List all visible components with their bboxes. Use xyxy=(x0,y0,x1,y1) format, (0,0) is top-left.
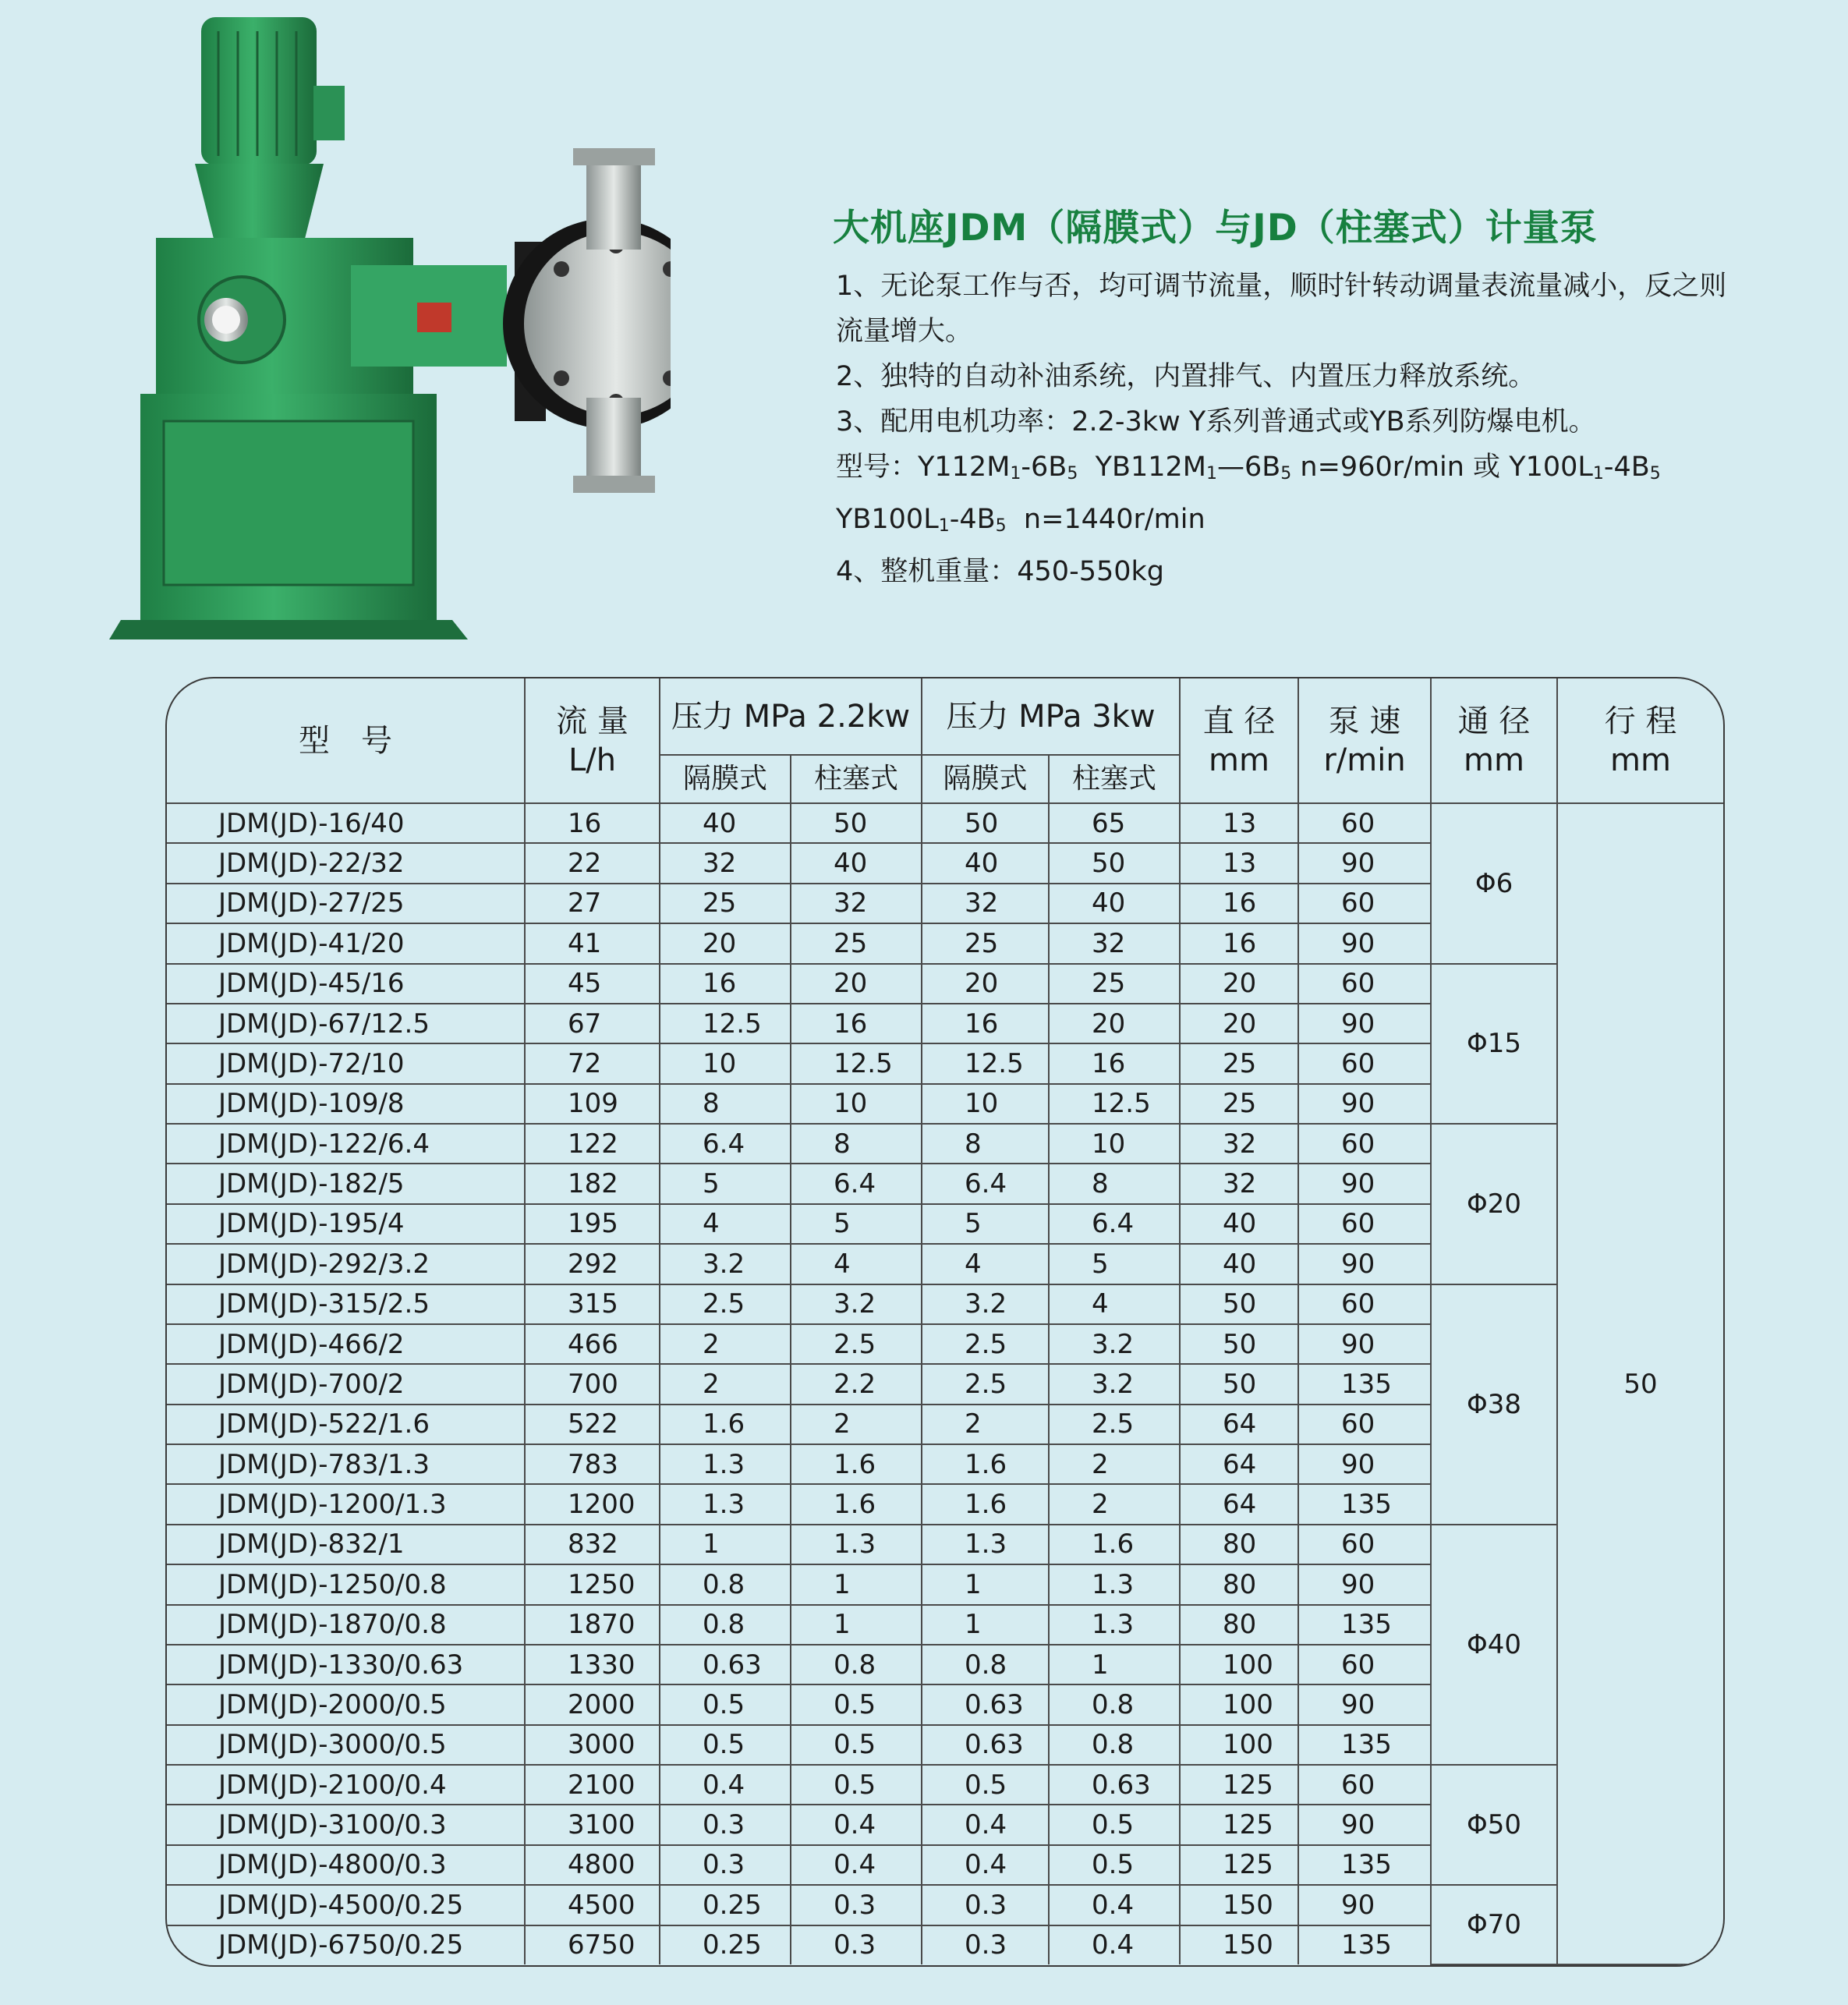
cell-value: 195 xyxy=(525,1204,660,1244)
spec-list xyxy=(836,264,1733,594)
cell-value: 90 xyxy=(1298,1004,1431,1043)
cell-value: 72 xyxy=(525,1043,660,1083)
cell-value: 1.6 xyxy=(791,1444,922,1484)
cell-value: 125 xyxy=(1180,1805,1298,1844)
cell-value: 0.4 xyxy=(922,1845,1049,1885)
table-row xyxy=(167,964,1723,1004)
cell-value: 1 xyxy=(922,1564,1049,1604)
header-diaphragm-2-2kw: 隔膜式 xyxy=(660,755,791,803)
cell-value: 40 xyxy=(1049,884,1180,923)
cell-value: 0.3 xyxy=(922,1885,1049,1925)
cell-value: 25 xyxy=(1180,1084,1298,1124)
cell-value: 0.5 xyxy=(791,1765,922,1805)
cell-value: 20 xyxy=(791,964,922,1004)
cell-value: 64 xyxy=(1180,1405,1298,1444)
cell-value: 16 xyxy=(1049,1043,1180,1083)
cell-value: 4500 xyxy=(525,1885,660,1925)
cell-value: 0.4 xyxy=(1049,1885,1180,1925)
cell-value: 40 xyxy=(922,843,1049,883)
cell-stroke: 50 xyxy=(1557,803,1723,1964)
cell-value: 0.5 xyxy=(660,1725,791,1765)
cell-value: 64 xyxy=(1180,1444,1298,1484)
cell-value: 2 xyxy=(660,1324,791,1364)
cell-value: 2 xyxy=(1049,1444,1180,1484)
cell-value: 5 xyxy=(660,1164,791,1203)
cell-value: 4800 xyxy=(525,1845,660,1885)
cell-value: 1.6 xyxy=(791,1484,922,1524)
header-diaphragm-3kw: 隔膜式 xyxy=(922,755,1049,803)
cell-value: 0.4 xyxy=(791,1845,922,1885)
header-pressure-3kw: 压力 MPa 3kw xyxy=(922,678,1180,755)
motor-speed-2: n=1440r/min xyxy=(1023,504,1205,535)
cell-value: 90 xyxy=(1298,1885,1431,1925)
cell-value: 1.6 xyxy=(660,1405,791,1444)
spec-table-frame xyxy=(165,677,1725,1967)
cell-value: 20 xyxy=(1180,1004,1298,1043)
cell-value: 135 xyxy=(1298,1725,1431,1765)
cell-value: 0.4 xyxy=(660,1765,791,1805)
cell-value: 3.2 xyxy=(660,1244,791,1284)
cell-value: 50 xyxy=(922,803,1049,843)
page-title: 大机座JDM（隔膜式）与JD（柱塞式）计量泵 xyxy=(833,207,1598,250)
cell-value: 32 xyxy=(791,884,922,923)
cell-value: 3.2 xyxy=(922,1284,1049,1324)
cell-value: 1.3 xyxy=(922,1525,1049,1564)
header-model: 型 号 xyxy=(167,678,525,803)
cell-value: 0.8 xyxy=(791,1645,922,1684)
cell-value: 13 xyxy=(1180,803,1298,843)
cell-model: JDM(JD)-700/2 xyxy=(167,1364,525,1404)
cell-value: 522 xyxy=(525,1405,660,1444)
cell-value: 150 xyxy=(1180,1925,1298,1965)
cell-model: JDM(JD)-783/1.3 xyxy=(167,1444,525,1484)
cell-value: 90 xyxy=(1298,1244,1431,1284)
cell-value: 1.3 xyxy=(660,1484,791,1524)
spec-item-3: 3、配用电机功率：2.2-3kw Y系列普通式或YB系列防爆电机。 xyxy=(836,406,1596,437)
table-row xyxy=(167,1284,1723,1324)
cell-value: 3000 xyxy=(525,1725,660,1765)
cell-model: JDM(JD)-182/5 xyxy=(167,1164,525,1203)
motor-model-2: $YB112M_1—6B_5$ xyxy=(1095,452,1292,484)
cell-value: 135 xyxy=(1298,1605,1431,1645)
header-pressure-2-2kw: 压力 MPa 2.2kw xyxy=(660,678,922,755)
table-row xyxy=(167,803,1723,843)
cell-model: JDM(JD)-122/6.4 xyxy=(167,1124,525,1164)
motor-speed-1: n=960r/min 或 xyxy=(1300,452,1501,483)
cell-model: JDM(JD)-832/1 xyxy=(167,1525,525,1564)
cell-value: 315 xyxy=(525,1284,660,1324)
motor-model-4: $YB100L_1-4B_5$ xyxy=(836,504,1007,536)
cell-value: 2.5 xyxy=(922,1364,1049,1404)
cell-value: 80 xyxy=(1180,1564,1298,1604)
cell-value: 90 xyxy=(1298,1084,1431,1124)
cell-value: 1 xyxy=(1049,1645,1180,1684)
cell-value: 90 xyxy=(1298,1444,1431,1484)
spec-table-body xyxy=(167,803,1723,1964)
cell-value: 16 xyxy=(1180,923,1298,963)
cell-value: 832 xyxy=(525,1525,660,1564)
cell-bore-group: Φ50 xyxy=(1431,1765,1557,1885)
cell-value: 90 xyxy=(1298,923,1431,963)
cell-value: 0.5 xyxy=(660,1684,791,1724)
cell-value: 182 xyxy=(525,1164,660,1203)
cell-value: 2.5 xyxy=(660,1284,791,1324)
cell-value: 90 xyxy=(1298,1164,1431,1203)
cell-model: JDM(JD)-1870/0.8 xyxy=(167,1605,525,1645)
cell-model: JDM(JD)-3100/0.3 xyxy=(167,1805,525,1844)
cell-value: 0.63 xyxy=(660,1645,791,1684)
cell-value: 135 xyxy=(1298,1364,1431,1404)
cell-value: 122 xyxy=(525,1124,660,1164)
cell-value: 5 xyxy=(922,1204,1049,1244)
cell-value: 64 xyxy=(1180,1484,1298,1524)
cell-value: 80 xyxy=(1180,1605,1298,1645)
cell-model: JDM(JD)-4500/0.25 xyxy=(167,1885,525,1925)
cell-value: 1.6 xyxy=(922,1484,1049,1524)
header-plunger-3kw: 柱塞式 xyxy=(1049,755,1180,803)
cell-value: 32 xyxy=(660,843,791,883)
cell-value: 13 xyxy=(1180,843,1298,883)
cell-value: 700 xyxy=(525,1364,660,1404)
model-label: 型号： xyxy=(836,452,919,483)
cell-value: 2.5 xyxy=(791,1324,922,1364)
cell-model: JDM(JD)-27/25 xyxy=(167,884,525,923)
cell-value: 25 xyxy=(922,923,1049,963)
motor-model-3: $Y100L_1-4B_5$ xyxy=(1509,452,1661,484)
spec-table xyxy=(167,678,1723,1965)
cell-value: 109 xyxy=(525,1084,660,1124)
cell-value: 8 xyxy=(922,1124,1049,1164)
cell-value: 8 xyxy=(660,1084,791,1124)
cell-model: JDM(JD)-109/8 xyxy=(167,1084,525,1124)
cell-value: 40 xyxy=(1180,1204,1298,1244)
cell-value: 0.5 xyxy=(791,1684,922,1724)
cell-value: 2 xyxy=(1049,1484,1180,1524)
spec-motor-models-2 xyxy=(836,497,1733,549)
cell-model: JDM(JD)-1250/0.8 xyxy=(167,1564,525,1604)
cell-value: 2 xyxy=(922,1405,1049,1444)
spec-item-4: 4、整机重量：450-550kg xyxy=(836,556,1164,587)
cell-value: 1.3 xyxy=(1049,1605,1180,1645)
cell-model: JDM(JD)-22/32 xyxy=(167,843,525,883)
cell-value: 8 xyxy=(1049,1164,1180,1203)
cell-model: JDM(JD)-4800/0.3 xyxy=(167,1845,525,1885)
cell-value: 60 xyxy=(1298,964,1431,1004)
table-row xyxy=(167,1765,1723,1805)
spec-item-1: 1、无论泵工作与否，均可调节流量，顺时针转动调量表流量减小，反之则流量增大。 xyxy=(836,271,1727,347)
cell-value: 22 xyxy=(525,843,660,883)
cell-value: 32 xyxy=(1180,1164,1298,1203)
cell-value: 0.3 xyxy=(660,1845,791,1885)
cell-value: 2.5 xyxy=(1049,1405,1180,1444)
header-stroke: 行 程 mm xyxy=(1557,678,1723,803)
cell-value: 0.5 xyxy=(791,1725,922,1765)
cell-value: 67 xyxy=(525,1004,660,1043)
cell-value: 0.8 xyxy=(660,1564,791,1604)
cell-bore-group: Φ20 xyxy=(1431,1124,1557,1284)
cell-value: 60 xyxy=(1298,1645,1431,1684)
cell-value: 783 xyxy=(525,1444,660,1484)
cell-value: 27 xyxy=(525,884,660,923)
cell-value: 0.4 xyxy=(1049,1925,1180,1965)
cell-value: 1.6 xyxy=(1049,1525,1180,1564)
cell-value: 60 xyxy=(1298,1043,1431,1083)
cell-value: 5 xyxy=(1049,1244,1180,1284)
cell-value: 1.3 xyxy=(660,1444,791,1484)
cell-value: 32 xyxy=(1180,1124,1298,1164)
cell-value: 0.5 xyxy=(1049,1845,1180,1885)
cell-value: 50 xyxy=(1180,1284,1298,1324)
cell-model: JDM(JD)-6750/0.25 xyxy=(167,1925,525,1965)
cell-value: 1330 xyxy=(525,1645,660,1684)
cell-bore-group: Φ6 xyxy=(1431,803,1557,964)
cell-value: 0.3 xyxy=(791,1925,922,1965)
cell-value: 12.5 xyxy=(791,1043,922,1083)
header-plunger-2-2kw: 柱塞式 xyxy=(791,755,922,803)
cell-value: 2.2 xyxy=(791,1364,922,1404)
cell-value: 10 xyxy=(791,1084,922,1124)
cell-value: 16 xyxy=(922,1004,1049,1043)
cell-value: 1 xyxy=(660,1525,791,1564)
cell-value: 60 xyxy=(1298,884,1431,923)
cell-model: JDM(JD)-292/3.2 xyxy=(167,1244,525,1284)
cell-value: 3.2 xyxy=(1049,1364,1180,1404)
cell-value: 6.4 xyxy=(1049,1204,1180,1244)
spec-motor-models-1 xyxy=(836,445,1733,497)
cell-model: JDM(JD)-67/12.5 xyxy=(167,1004,525,1043)
cell-value: 4 xyxy=(1049,1284,1180,1324)
cell-value: 3.2 xyxy=(1049,1324,1180,1364)
cell-value: 1 xyxy=(791,1605,922,1645)
cell-value: 25 xyxy=(1180,1043,1298,1083)
cell-value: 90 xyxy=(1298,1324,1431,1364)
cell-value: 45 xyxy=(525,964,660,1004)
cell-value: 4 xyxy=(660,1204,791,1244)
cell-value: 4 xyxy=(922,1244,1049,1284)
cell-bore-group: Φ15 xyxy=(1431,964,1557,1125)
cell-value: 0.4 xyxy=(791,1805,922,1844)
cell-value: 10 xyxy=(922,1084,1049,1124)
cell-value: 12.5 xyxy=(922,1043,1049,1083)
cell-value: 0.4 xyxy=(922,1805,1049,1844)
cell-model: JDM(JD)-2100/0.4 xyxy=(167,1765,525,1805)
cell-value: 1250 xyxy=(525,1564,660,1604)
cell-value: 3100 xyxy=(525,1805,660,1844)
cell-value: 292 xyxy=(525,1244,660,1284)
cell-value: 135 xyxy=(1298,1925,1431,1965)
cell-value: 135 xyxy=(1298,1484,1431,1524)
cell-model: JDM(JD)-45/16 xyxy=(167,964,525,1004)
cell-value: 12.5 xyxy=(1049,1084,1180,1124)
cell-value: 0.3 xyxy=(791,1885,922,1925)
cell-value: 60 xyxy=(1298,1204,1431,1244)
cell-value: 32 xyxy=(1049,923,1180,963)
cell-value: 4 xyxy=(791,1244,922,1284)
cell-value: 16 xyxy=(791,1004,922,1043)
cell-model: JDM(JD)-1200/1.3 xyxy=(167,1484,525,1524)
cell-value: 8 xyxy=(791,1124,922,1164)
cell-model: JDM(JD)-16/40 xyxy=(167,803,525,843)
cell-value: 1 xyxy=(791,1564,922,1604)
cell-value: 2.5 xyxy=(922,1324,1049,1364)
cell-value: 1.3 xyxy=(791,1525,922,1564)
cell-value: 65 xyxy=(1049,803,1180,843)
cell-value: 125 xyxy=(1180,1845,1298,1885)
cell-value: 90 xyxy=(1298,1805,1431,1844)
header-flow: 流 量 L/h xyxy=(525,678,660,803)
cell-model: JDM(JD)-466/2 xyxy=(167,1324,525,1364)
table-row xyxy=(167,1885,1723,1925)
cell-value: 0.8 xyxy=(922,1645,1049,1684)
cell-model: JDM(JD)-315/2.5 xyxy=(167,1284,525,1324)
cell-value: 60 xyxy=(1298,803,1431,843)
cell-value: 0.63 xyxy=(922,1725,1049,1765)
cell-value: 0.3 xyxy=(660,1805,791,1844)
cell-model: JDM(JD)-522/1.6 xyxy=(167,1405,525,1444)
cell-value: 50 xyxy=(1180,1364,1298,1404)
cell-value: 0.8 xyxy=(1049,1684,1180,1724)
cell-value: 20 xyxy=(660,923,791,963)
cell-value: 150 xyxy=(1180,1885,1298,1925)
cell-value: 125 xyxy=(1180,1765,1298,1805)
cell-value: 25 xyxy=(791,923,922,963)
cell-model: JDM(JD)-1330/0.63 xyxy=(167,1645,525,1684)
cell-value: 12.5 xyxy=(660,1004,791,1043)
cell-value: 6750 xyxy=(525,1925,660,1965)
cell-model: JDM(JD)-195/4 xyxy=(167,1204,525,1244)
cell-value: 20 xyxy=(922,964,1049,1004)
header-speed: 泵 速 r/min xyxy=(1298,678,1431,803)
cell-value: 2 xyxy=(660,1364,791,1404)
cell-value: 466 xyxy=(525,1324,660,1364)
cell-value: 2 xyxy=(791,1405,922,1444)
cell-value: 16 xyxy=(525,803,660,843)
cell-value: 60 xyxy=(1298,1765,1431,1805)
cell-model: JDM(JD)-2000/0.5 xyxy=(167,1684,525,1724)
cell-value: 10 xyxy=(1049,1124,1180,1164)
cell-value: 50 xyxy=(1049,843,1180,883)
cell-value: 0.8 xyxy=(1049,1725,1180,1765)
table-row xyxy=(167,1525,1723,1564)
cell-value: 0.25 xyxy=(660,1925,791,1965)
cell-value: 0.63 xyxy=(922,1684,1049,1724)
cell-value: 1 xyxy=(922,1605,1049,1645)
cell-model: JDM(JD)-72/10 xyxy=(167,1043,525,1083)
cell-value: 0.8 xyxy=(660,1605,791,1645)
cell-value: 32 xyxy=(922,884,1049,923)
cell-value: 2000 xyxy=(525,1684,660,1724)
cell-value: 6.4 xyxy=(922,1164,1049,1203)
cell-value: 1870 xyxy=(525,1605,660,1645)
cell-value: 50 xyxy=(791,803,922,843)
header-diameter: 直 径 mm xyxy=(1180,678,1298,803)
cell-value: 10 xyxy=(660,1043,791,1083)
cell-value: 0.25 xyxy=(660,1885,791,1925)
cell-value: 50 xyxy=(1180,1324,1298,1364)
cell-value: 20 xyxy=(1049,1004,1180,1043)
table-row xyxy=(167,1124,1723,1164)
cell-value: 1.6 xyxy=(922,1444,1049,1484)
motor-model-1: $Y112M_1-6B_5$ xyxy=(918,452,1078,484)
cell-value: 6.4 xyxy=(791,1164,922,1203)
cell-value: 60 xyxy=(1298,1525,1431,1564)
cell-value: 90 xyxy=(1298,843,1431,883)
header-bore: 通 径 mm xyxy=(1431,678,1557,803)
cell-value: 60 xyxy=(1298,1124,1431,1164)
cell-value: 3.2 xyxy=(791,1284,922,1324)
cell-model: JDM(JD)-3000/0.5 xyxy=(167,1725,525,1765)
cell-value: 90 xyxy=(1298,1564,1431,1604)
cell-value: 100 xyxy=(1180,1725,1298,1765)
cell-value: 1.3 xyxy=(1049,1564,1180,1604)
cell-value: 25 xyxy=(660,884,791,923)
cell-value: 2100 xyxy=(525,1765,660,1805)
cell-value: 41 xyxy=(525,923,660,963)
cell-bore-group: Φ70 xyxy=(1431,1885,1557,1964)
cell-value: 60 xyxy=(1298,1284,1431,1324)
cell-value: 6.4 xyxy=(660,1124,791,1164)
cell-value: 20 xyxy=(1180,964,1298,1004)
cell-value: 135 xyxy=(1298,1845,1431,1885)
cell-value: 100 xyxy=(1180,1684,1298,1724)
cell-value: 80 xyxy=(1180,1525,1298,1564)
cell-model: JDM(JD)-41/20 xyxy=(167,923,525,963)
cell-value: 60 xyxy=(1298,1405,1431,1444)
cell-value: 25 xyxy=(1049,964,1180,1004)
cell-value: 90 xyxy=(1298,1684,1431,1724)
cell-value: 5 xyxy=(791,1204,922,1244)
pump-illustration xyxy=(109,8,671,647)
cell-value: 40 xyxy=(660,803,791,843)
cell-value: 40 xyxy=(791,843,922,883)
cell-value: 1200 xyxy=(525,1484,660,1524)
cell-value: 16 xyxy=(1180,884,1298,923)
cell-value: 16 xyxy=(660,964,791,1004)
spec-item-2: 2、独特的自动补油系统，内置排气、内置压力释放系统。 xyxy=(836,361,1536,392)
cell-value: 0.63 xyxy=(1049,1765,1180,1805)
cell-value: 0.5 xyxy=(1049,1805,1180,1844)
cell-value: 40 xyxy=(1180,1244,1298,1284)
cell-bore-group: Φ40 xyxy=(1431,1525,1557,1765)
cell-value: 0.5 xyxy=(922,1765,1049,1805)
cell-value: 100 xyxy=(1180,1645,1298,1684)
cell-bore-group: Φ38 xyxy=(1431,1284,1557,1525)
cell-value: 0.3 xyxy=(922,1925,1049,1965)
